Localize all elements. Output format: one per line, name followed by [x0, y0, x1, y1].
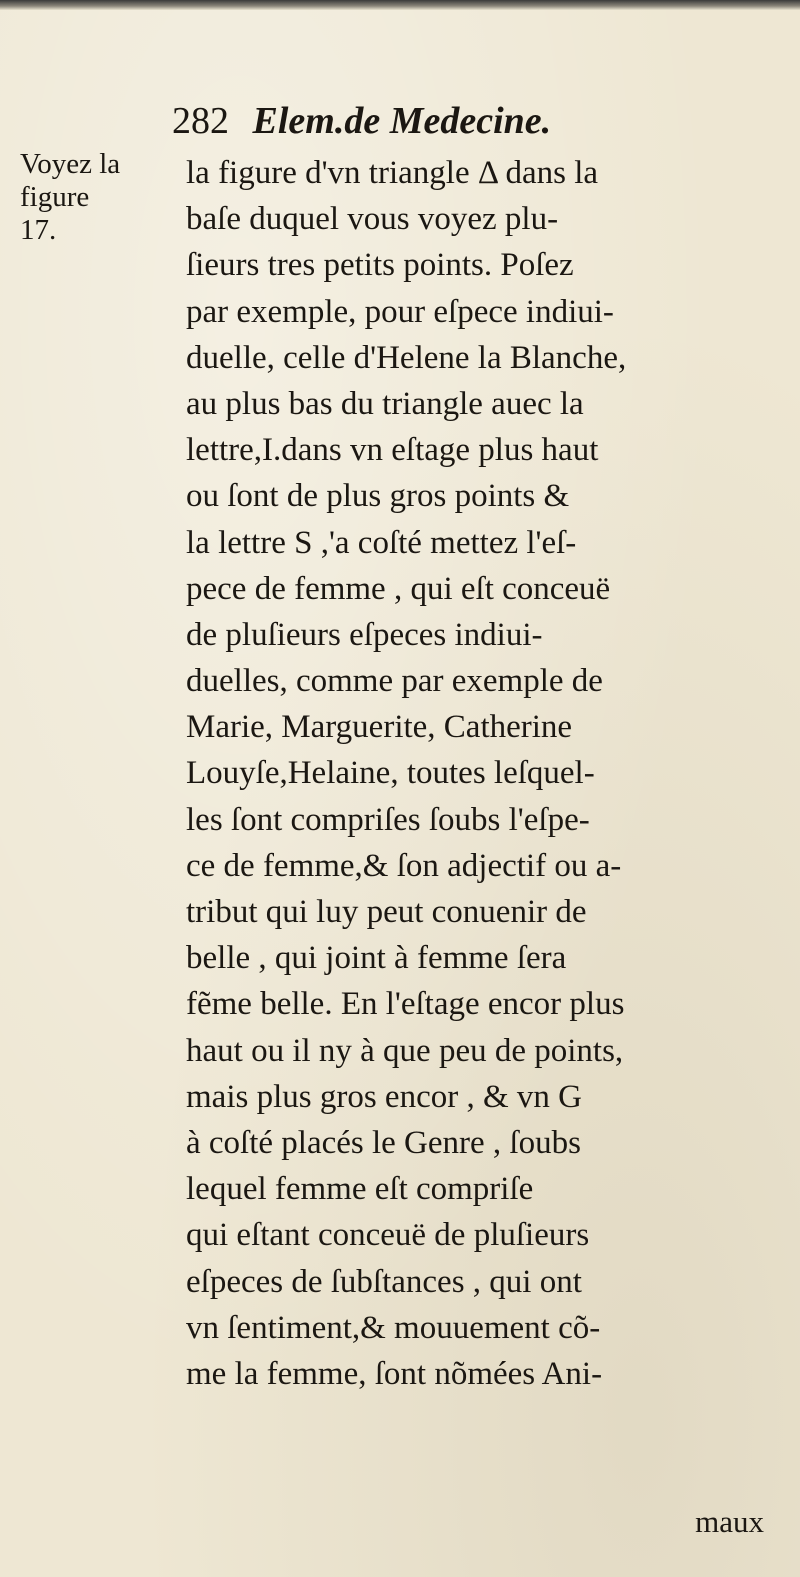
text-line: à coſté placés le Genre , ſoubs	[186, 1124, 581, 1161]
text-line: qui eſtant conceuë de pluſieurs	[186, 1217, 590, 1254]
margin-note-line: Voyez la	[20, 148, 121, 180]
text-line: lettre,I.dans vn eſtage plus haut	[186, 432, 599, 469]
running-header	[172, 96, 551, 146]
catchword: maux	[695, 1504, 764, 1539]
text-line: duelles, comme par exemple de	[186, 663, 603, 700]
text-line: fẽme belle. En l'eſtage encor plus	[186, 986, 625, 1023]
text-line: au plus bas du triangle auec la	[186, 385, 584, 422]
body-text	[186, 150, 761, 1397]
running-title: Elem.de Medecine.	[252, 100, 552, 142]
text-line: duelle, celle d'Helene la Blanche,	[186, 339, 627, 376]
text-line: tribut qui luy peut conuenir de	[186, 894, 587, 930]
text-line: mais plus gros encor , & vn G	[186, 1078, 582, 1115]
page-number: 282	[172, 100, 229, 142]
text-line: eſpeces de ſubſtances , qui ont	[186, 1263, 582, 1300]
text-line: ce de femme,& ſon adjectif ou a-	[186, 847, 622, 884]
text-line: belle , qui joint à femme ſera	[186, 940, 567, 977]
text-line: Marie, Marguerite, Catherine	[186, 709, 573, 746]
text-line: baſe duquel vous voyez plu-	[186, 201, 559, 238]
text-line: ou ſont de plus gros points &	[186, 478, 570, 515]
text-line: la figure d'vn triangle Δ dans la	[186, 155, 599, 191]
text-line: pece de femme , qui eſt conceuë	[186, 570, 611, 607]
text-line: vn ſentiment,& mouuement cõ-	[186, 1309, 601, 1346]
text-line: lequel femme eſt compriſe	[186, 1171, 534, 1208]
text-line: la lettre S ,'a coſté mettez l'eſ-	[186, 524, 577, 561]
margin-note-line: 17.	[20, 214, 57, 246]
text-line: me la femme, ſont nõmées Ani-	[186, 1355, 603, 1392]
text-line: les ſont compriſes ſoubs l'eſpe-	[186, 801, 590, 838]
text-line: de pluſieurs eſpeces indiui-	[186, 616, 543, 653]
text-line: Louyſe,Helaine, toutes leſquel-	[186, 755, 595, 792]
margin-note-line: figure	[20, 181, 90, 213]
text-line: par exemple, pour eſpece indiui-	[186, 293, 614, 330]
text-line: ſieurs tres petits points. Poſez	[186, 247, 574, 284]
text-line: haut ou il ny à que peu de points,	[186, 1032, 624, 1069]
page-top-edge	[0, 0, 800, 10]
margin-note	[20, 148, 160, 247]
